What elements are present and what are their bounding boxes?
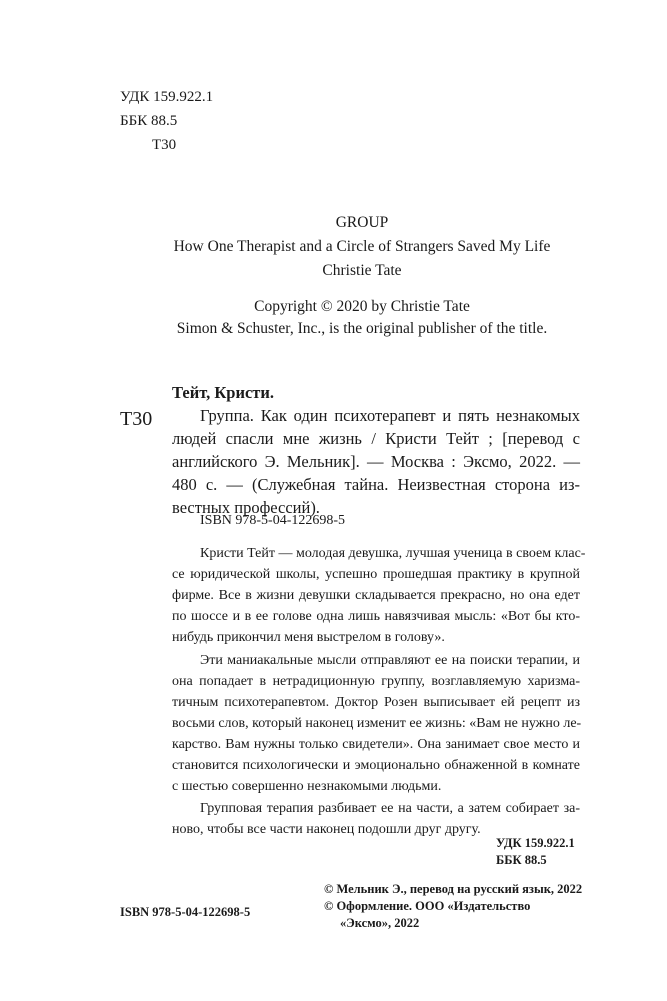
- annotation-line: по шоссе и в ее голове одна лишь навязчивая мысль: «Вот бы кто-: [172, 609, 580, 624]
- annotation-line: с шестью совершенно незнакомыми людьми.: [172, 779, 442, 794]
- annotation-line: становится психологически и эмоционально обнаженной в комнате: [172, 758, 580, 773]
- annotation-line: фирме. Все в жизни девушки складывается прекрасно, но она едет: [172, 588, 580, 603]
- footer-isbn: ISBN 978-5-04-122698-5: [120, 905, 251, 919]
- footer-bbk: ББК 88.5: [496, 853, 547, 867]
- annotation-line: Эти маниакальные мысли отправляют ее на поиски терапии, и: [200, 653, 580, 668]
- catalog-isbn: ISBN 978-5-04-122698-5: [200, 513, 346, 528]
- annotation-line: тичным психотерапевтом. Доктор Розен выписывает ей рецепт из: [172, 695, 580, 710]
- original-title: GROUP: [335, 214, 389, 231]
- original-author: Christie Tate: [322, 262, 402, 279]
- catalog-mark: Т30: [120, 408, 153, 430]
- author-mark: Т30: [152, 137, 177, 153]
- annotation-line: ново, чтобы все части наконец подошли друг другу.: [172, 822, 481, 837]
- annotation-line: Кристи Тейт — молодая девушка, лучшая ученица в своем клас-: [200, 546, 586, 561]
- copyright-translation: © Мельник Э., перевод на русский язык, 2022: [324, 882, 583, 896]
- original-subtitle: How One Therapist and a Circle of Strangers Saved My Life: [173, 238, 551, 255]
- copyright-design: © Оформление. ООО «Издательство: [324, 899, 531, 913]
- udk-code: УДК 159.922.1: [120, 89, 214, 105]
- catalog-line: Группа. Как один психотерапевт и пять незнакомых: [200, 406, 580, 425]
- original-publisher: Simon & Schuster, Inc., is the original publisher of the title.: [176, 320, 548, 337]
- annotation-line: Групповая терапия разбивает ее на части, а затем собирает за-: [200, 801, 580, 816]
- catalog-line: вестных профессий).: [172, 498, 320, 517]
- annotation-line: карство. Вам нужны только свидетели». Она занимает свое место и: [172, 737, 580, 752]
- annotation-line: восьми слов, который наконец изменит ее жизнь: «Вам не нужно ле-: [172, 716, 582, 731]
- annotation-line: нибудь прикончил меня выстрелом в голову».: [172, 630, 445, 645]
- footer-udk: УДК 159.922.1: [496, 836, 575, 850]
- copyright-design-continued: «Эксмо», 2022: [340, 916, 420, 930]
- annotation-line: се юридической школы, успешно прошедшая практику в крупной: [172, 567, 580, 582]
- catalog-line: 480 с. — (Служебная тайна. Неизвестная сторона из-: [172, 475, 580, 494]
- bbk-code: ББК 88.5: [120, 113, 178, 129]
- original-copyright: Copyright © 2020 by Christie Tate: [254, 298, 470, 315]
- annotation-line: она попадает в нетрадиционную группу, возглавляемую харизма-: [172, 674, 580, 689]
- catalog-author-heading: Тейт, Кристи.: [172, 383, 275, 402]
- catalog-line: людей спасли мне жизнь / Кристи Тейт ; [перевод с: [172, 429, 580, 448]
- catalog-line: английского Э. Мельник]. — Москва : Эксмо, 2022. —: [172, 452, 580, 471]
